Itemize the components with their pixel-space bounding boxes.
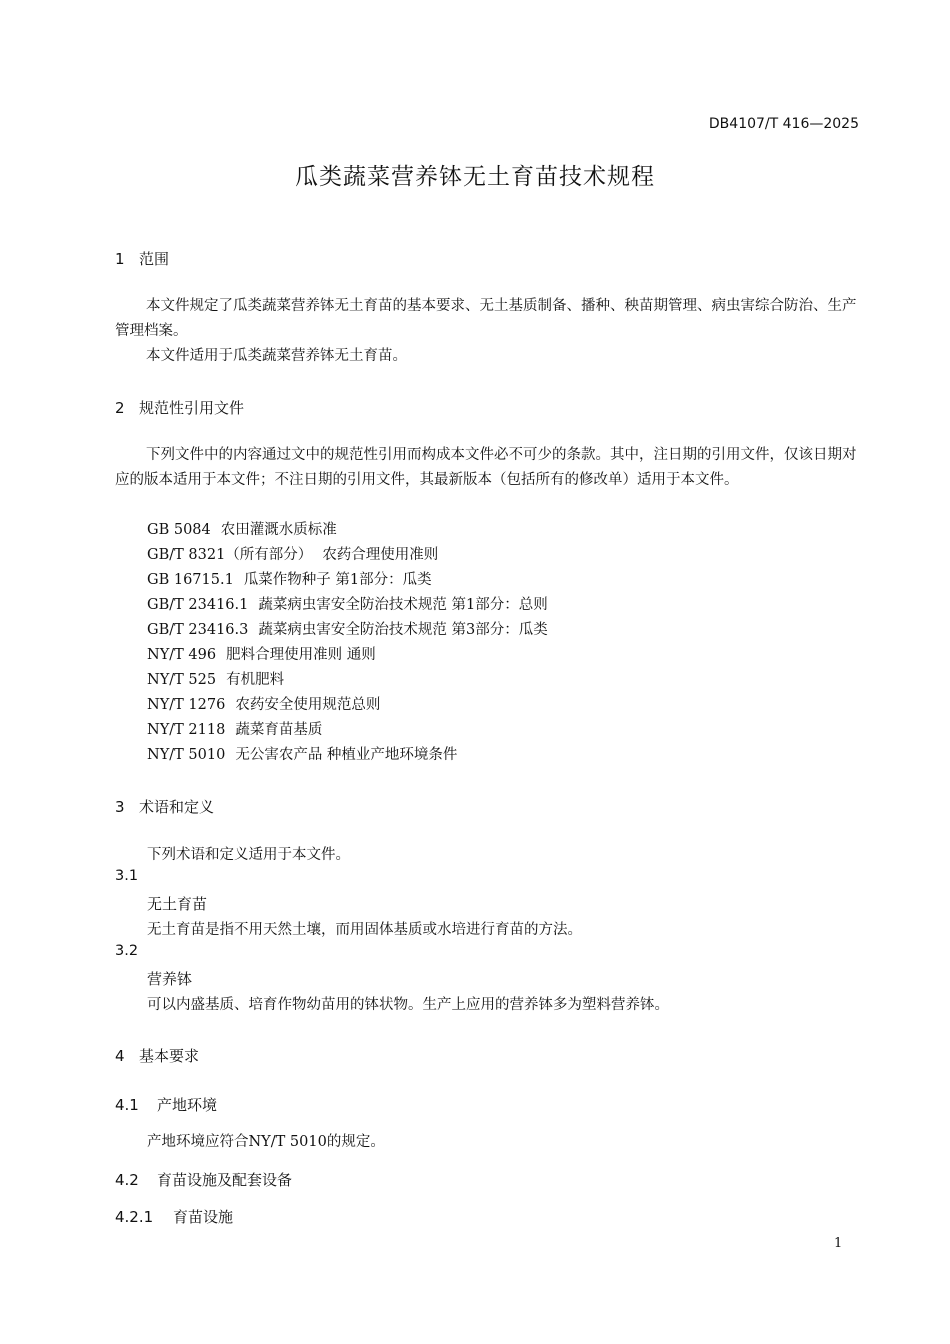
reference-code: NY/T 5010	[147, 747, 226, 763]
reference-item	[147, 693, 380, 714]
section-number: 3	[115, 798, 125, 816]
section-title: 规范性引用文件	[139, 399, 245, 417]
reference-item	[147, 543, 438, 564]
paragraph-text: 本文件规定了瓜类蔬菜营养钵无土育苗的基本要求、无土基质制备、播种、秧苗期管理、病虫害综合防治、生产管理档案。	[115, 298, 857, 339]
term-name: 无土育苗	[147, 895, 208, 913]
subsection-number: 4.2	[115, 1171, 139, 1189]
term-name: 营养钵	[147, 970, 193, 988]
reference-title: 蔬菜病虫害安全防治技术规范 第1部分：总则	[258, 597, 548, 613]
section-title: 范围	[139, 250, 170, 268]
reference-code: NY/T 1276	[147, 697, 226, 713]
term-number: 3.2	[115, 943, 139, 959]
paragraph	[115, 443, 860, 493]
reference-title: 农药安全使用规范总则	[235, 697, 381, 713]
subsection-number: 4.1	[115, 1096, 139, 1114]
subsection-4-1-heading	[115, 1094, 217, 1115]
subsection-4-2-1-heading	[115, 1206, 233, 1227]
paragraph	[115, 294, 860, 344]
section-title: 术语和定义	[139, 798, 215, 816]
paragraph-text: 下列术语和定义适用于本文件。	[147, 847, 350, 863]
reference-code: NY/T 496	[147, 647, 217, 663]
reference-title: 有机肥料	[226, 672, 285, 688]
paragraph-text: 本文件适用于瓜类蔬菜营养钵无土育苗。	[146, 348, 407, 364]
reference-item	[147, 568, 432, 589]
subsection-4-2-heading	[115, 1169, 292, 1190]
reference-title: 蔬菜病虫害安全防治技术规范 第3部分：瓜类	[258, 622, 548, 638]
reference-item	[147, 643, 376, 664]
section-number: 1	[115, 250, 125, 268]
reference-code: GB/T 23416.3	[147, 622, 249, 638]
section-2-heading	[115, 397, 244, 418]
reference-item	[147, 618, 548, 639]
reference-title: 肥料合理使用准则 通则	[226, 647, 376, 663]
term-definition: 无土育苗是指不用天然土壤，而用固体基质或水培进行育苗的方法。	[147, 922, 582, 938]
subsection-title: 产地环境	[157, 1096, 218, 1114]
section-number: 4	[115, 1047, 125, 1065]
reference-item	[147, 518, 337, 539]
reference-item	[147, 593, 548, 614]
reference-title: 无公害农产品 种植业产地环境条件	[235, 747, 458, 763]
reference-title: 农药合理使用准则	[322, 547, 439, 563]
section-number: 2	[115, 399, 125, 417]
reference-item	[147, 743, 457, 764]
section-3-heading	[115, 796, 214, 817]
section-4-heading	[115, 1045, 199, 1066]
paragraph	[115, 344, 860, 369]
document-title: 瓜类蔬菜营养钵无土育苗技术规程	[295, 164, 655, 190]
subsection-number: 4.2.1	[115, 1208, 154, 1226]
reference-code: NY/T 525	[147, 672, 217, 688]
document-code: DB4107/T 416—2025	[708, 116, 859, 132]
reference-code: GB/T 8321（所有部分）	[147, 547, 313, 563]
section-1-heading	[115, 248, 169, 269]
paragraph-text: 产地环境应符合NY/T 5010的规定。	[147, 1134, 385, 1150]
reference-code: GB/T 23416.1	[147, 597, 249, 613]
reference-code: GB 5084	[147, 522, 211, 538]
reference-code: NY/T 2118	[147, 722, 226, 738]
subsection-title: 育苗设施及配套设备	[157, 1171, 293, 1189]
reference-item	[147, 718, 322, 739]
reference-title: 瓜菜作物种子 第1部分：瓜类	[243, 572, 432, 588]
section-title: 基本要求	[139, 1047, 200, 1065]
page-number: 1	[834, 1236, 843, 1251]
reference-title: 农田灌溉水质标准	[220, 522, 337, 538]
reference-item	[147, 668, 284, 689]
subsection-title: 育苗设施	[173, 1208, 234, 1226]
reference-code: GB 16715.1	[147, 572, 234, 588]
term-definition: 可以内盛基质、培育作物幼苗用的钵状物。生产上应用的营养钵多为塑料营养钵。	[147, 997, 669, 1013]
term-number: 3.1	[115, 868, 139, 884]
reference-title: 蔬菜育苗基质	[235, 722, 323, 738]
paragraph-text: 下列文件中的内容通过文中的规范性引用而构成本文件必不可少的条款。其中，注日期的引用文件，仅该日期对应的版本适用于本文件；不注日期的引用文件，其最新版本（包括所有的修改单）适用于本文件。	[115, 447, 857, 488]
